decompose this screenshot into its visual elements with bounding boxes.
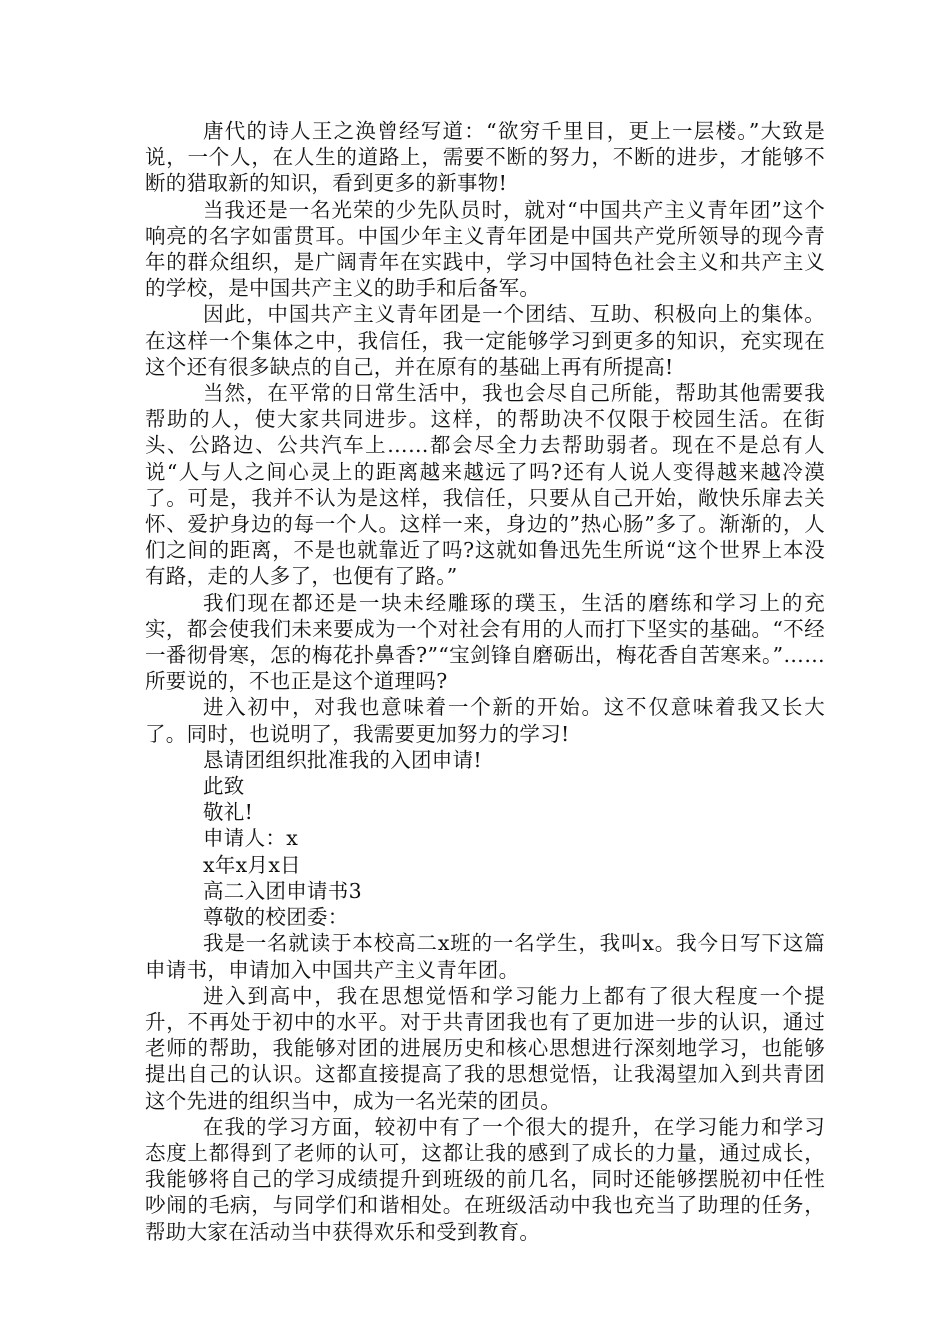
request-line: 恳请团组织批准我的入团申请! [203, 747, 482, 772]
paragraph-3: 因此，中国共产主义青年团是一个团结、互助、积极向上的集体。在这样一个集体之中，我信任，我一定能够学习到更多的知识，充实现在这个还有很多缺点的自己，并在原有的基础上再有所提高! [145, 302, 825, 379]
applicant-line: 申请人：x [203, 826, 299, 851]
paragraph-4: 当然，在平常的日常生活中，我也会尽自己所能，帮助其他需要我帮助的人，使大家共同进步。这样，的帮助决不仅限于校园生活。在街头、公路边、公共汽车上……都会尽全力去帮助弱者。现在不是总有人说“人与人之间心灵上的距离越来越远了吗?还有人说人变得越来越冷漠了。可是，我并不认为是这样，我信任，只要从自己开始，敞快乐扉去关怀、爱护身边的每一个人。这样一来，身边的”热心肠”多了。渐渐的，人们之间的距离，不是也就靠近了吗?这就如鲁迅先生所说“这个世界上本没有路，走的人多了，也便有了路。” [145, 381, 825, 589]
paragraph-5: 我们现在都还是一块未经雕琢的璞玉，生活的磨练和学习上的充实，都会使我们未来要成为一个对社会有用的人而打下坚实的基础。“不经一番彻骨寒，怎的梅花扑鼻香?”“宝剑锋自磨砺出，梅花香自苦寒来。”……所要说的，不也正是这个道理吗? [145, 590, 825, 694]
salutation-jingli: 敬礼! [203, 800, 254, 825]
paragraph-8: 进入到高中，我在思想觉悟和学习能力上都有了很大程度一个提升，不再处于初中的水平。对于共青团我也有了更加进一步的认识，通过老师的帮助，我能够对团的进展历史和核心思想进行深刻地学习，也能够提出自己的认识。这都直接提高了我的思想觉悟，让我渴望加入到共青团这个先进的组织当中，成为一名光荣的团员。 [145, 983, 825, 1113]
paragraph-1: 唐代的诗人王之涣曾经写道：“欲穷千里目，更上一层楼。”大致是说，一个人，在人生的道路上，需要不断的努力，不断的进步，才能够不断的猎取新的知识，看到更多的新事物! [145, 119, 825, 196]
paragraph-9: 在我的学习方面，较初中有了一个很大的提升，在学习能力和学习态度上都得到了老师的认可，这都让我的感到了成长的力量，通过成长，我能够将自己的学习成绩提升到班级的前几名，同时还能够摆脱初中任性吵闹的毛病，与同学们和谐相处。在班级活动中我也充当了助理的任务，帮助大家在活动当中获得欢乐和受到教育。 [145, 1114, 825, 1244]
date-line: x年x月x日 [203, 852, 301, 877]
salutation-cizhi: 此致 [203, 774, 245, 799]
paragraph-2: 当我还是一名光荣的少先队员时，就对“中国共产主义青年团”这个响亮的名字如雷贯耳。中国少年主义青年团是中国共产党所领导的现今青年的群众组织，是广阔青年在实践中，学习中国特色社会主义和共产主义的学校，是中国共产主义的助手和后备军。 [145, 197, 825, 301]
paragraph-6: 进入初中，对我也意味着一个新的开始。这不仅意味着我又长大了。同时，也说明了，我需要更加努力的学习! [145, 695, 825, 746]
addressee-line: 尊敬的校团委： [203, 905, 349, 930]
document-body [145, 118, 825, 1245]
paragraph-7: 我是一名就读于本校高二x班的一名学生，我叫x。我今日写下这篇申请书，申请加入中国共产主义青年团。 [145, 931, 825, 982]
section-heading: 高二入团申请书3 [203, 878, 362, 903]
